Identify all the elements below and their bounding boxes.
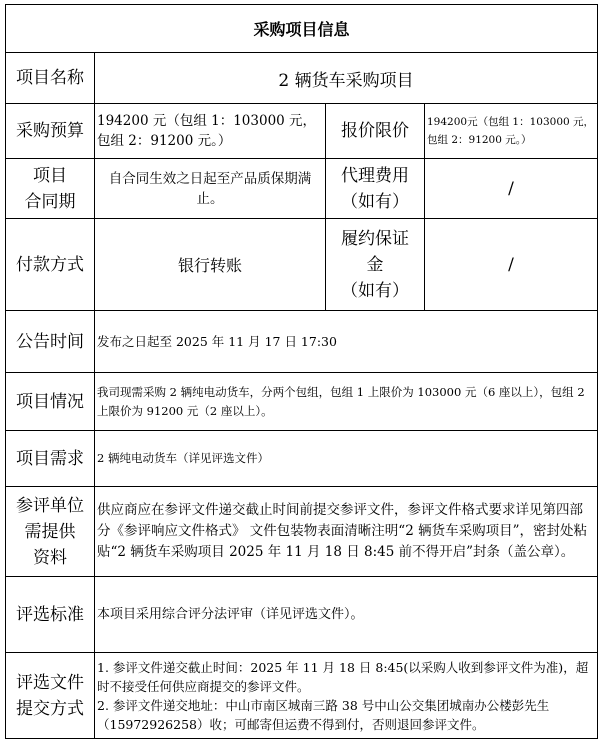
- performance-bond-label-line3: （如有）: [341, 280, 409, 301]
- agency-fee-label: [326, 159, 425, 219]
- criteria-label: 评选标准: [6, 577, 95, 653]
- submission-label: [6, 653, 95, 739]
- table-title: 采购项目信息: [6, 5, 598, 53]
- payment-label: 付款方式: [6, 219, 95, 311]
- price-limit-label: 报价限价: [326, 104, 425, 159]
- project-name-label: 项目名称: [6, 53, 95, 104]
- contract-period-label: [6, 159, 95, 219]
- requirements-label: 项目需求: [6, 431, 95, 487]
- materials-label-line2: 需提供: [24, 521, 76, 542]
- notice-time-value: 发布之日起至 2025 年 11 月 17 日 17:30: [95, 311, 598, 373]
- performance-bond-value: /: [425, 219, 598, 311]
- performance-bond-label-line2: 金: [366, 254, 384, 275]
- contract-period-value: 自合同生效之日起至产品质保期满止。: [95, 159, 326, 219]
- project-name-value: 2 辆货车采购项目: [95, 53, 598, 104]
- agency-fee-label-line2: （如有）: [341, 191, 409, 212]
- materials-label: [6, 487, 95, 577]
- performance-bond-label-line1: 履约保证: [341, 228, 409, 249]
- materials-label-line1: 参评单位: [16, 495, 84, 516]
- payment-value: 银行转账: [95, 219, 326, 311]
- agency-fee-value: /: [425, 159, 598, 219]
- project-status-label: 项目情况: [6, 373, 95, 431]
- submission-label-line2: 提交方式: [16, 698, 84, 719]
- contract-period-label-line2: 合同期: [24, 191, 76, 212]
- procurement-info-table: [5, 4, 598, 739]
- performance-bond-label: [326, 219, 425, 311]
- submission-item-2: 2. 参评文件递交地址：中山市南区城南三路 38 号中山公交集团城南办公楼彭先生（15972926258）收；可邮寄但运费不得到付，否则退回参评文件。: [97, 697, 550, 732]
- budget-label: 采购预算: [6, 104, 95, 159]
- contract-period-label-line1: 项目: [33, 165, 67, 186]
- price-limit-value: 194200元（包组 1：103000 元，包组 2：91200 元。）: [425, 104, 598, 159]
- project-status-value: 我司现需采购 2 辆纯电动货车，分两个包组，包组 1 上限价为 103000 元（6 座以上），包组 2 上限价为 91200 元（2 座以上）。: [95, 373, 598, 431]
- agency-fee-label-line1: 代理费用: [341, 165, 409, 186]
- criteria-value: 本项目采用综合评分法评审（详见评选文件）。: [95, 577, 598, 653]
- requirements-value: 2 辆纯电动货车（详见评选文件）: [95, 431, 598, 487]
- materials-value: 供应商应在参评文件递交截止时间前提交参评文件，参评文件格式要求详见第四部分《参评响应文件格式》 文件包装物表面清晰注明“2 辆货车采购项目”，密封处粘贴“2 辆货车采购项目 2025 年 11 月 18 日 8:45 前不得开启”封条（盖公章）。: [95, 487, 598, 577]
- notice-time-label: 公告时间: [6, 311, 95, 373]
- submission-label-line1: 评选文件: [16, 672, 84, 693]
- submission-value: [95, 653, 598, 739]
- budget-value: 194200 元（包组 1：103000 元，包组 2：91200 元。）: [95, 104, 326, 159]
- materials-label-line3: 资料: [33, 547, 67, 568]
- submission-item-1: 1. 参评文件递交截止时间：2025 年 11 月 18 日 8:45(以采购人收到参评文件为准)，超时不接受任何供应商提交的参评文件。: [97, 659, 589, 694]
